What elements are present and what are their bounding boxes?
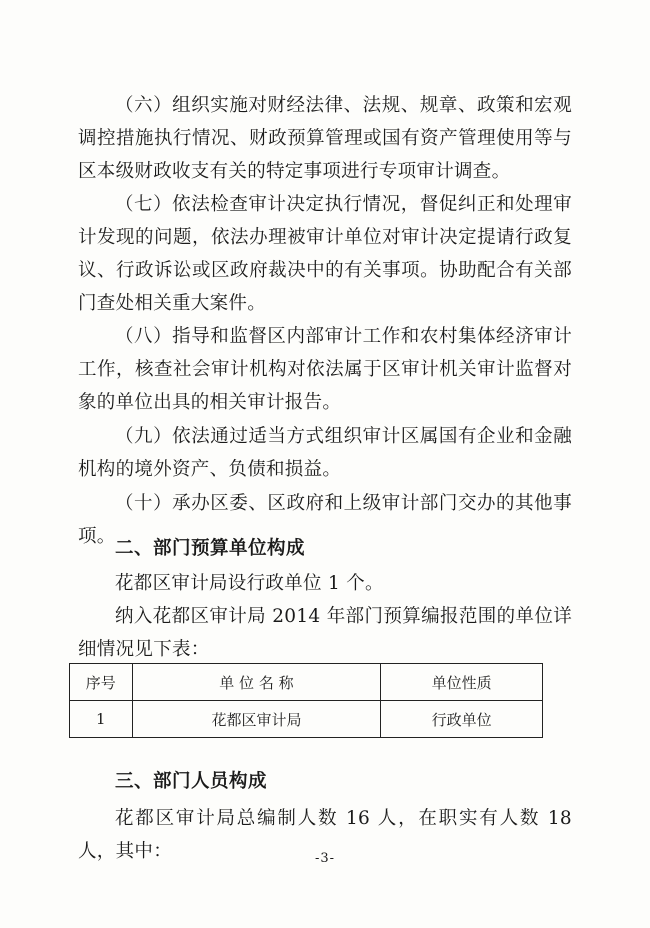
section-heading-staff: 三、部门人员构成 (115, 771, 268, 792)
table-cell: 行政单位 (381, 701, 543, 738)
page-number: -3- (314, 851, 336, 866)
paragraph-item-7: （七）依法检查审计决定执行情况，督促纠正和处理审计发现的问题，依法办理被审计单位对审计决定提请行政复议、行政诉讼或区政府裁决中的有关事项。协助配合有关部门查处相关重大案件。 (78, 194, 572, 314)
budget-units-count-text: 花都区审计局设行政单位 1 个。 (115, 573, 384, 594)
table-header-cell: 单 位 名 称 (132, 664, 381, 701)
table-row (70, 701, 543, 738)
table-header-row (70, 664, 543, 701)
paragraph-item-10: （十）承办区委、区政府和上级审计部门交办的其他事项。 (78, 493, 572, 547)
budget-units-table (69, 663, 543, 738)
table-cell: 1 (70, 701, 133, 738)
table-header-cell: 序号 (70, 664, 133, 701)
table-header-cell: 单位性质 (381, 664, 543, 701)
paragraph-item-8: （八）指导和监督区内部审计工作和农村集体经济审计工作，核查社会审计机构对依法属于区审计机关审计监督对象的单位出具的相关审计报告。 (78, 326, 572, 413)
staff-count-text: 花都区审计局总编制人数 16 人，在职实有人数 18 人，其中： (78, 808, 572, 862)
section-heading-budget-units: 二、部门预算单位构成 (115, 538, 306, 559)
budget-units-intro-text: 纳入花都区审计局 2014 年部门预算编报范围的单位详细情况见下表： (78, 606, 572, 660)
table-cell: 花都区审计局 (132, 701, 381, 738)
paragraph-item-9: （九）依法通过适当方式组织审计区属国有企业和金融机构的境外资产、负债和损益。 (78, 426, 572, 480)
paragraph-item-6: （六）组织实施对财经法律、法规、规章、政策和宏观调控措施执行情况、财政预算管理或国有资产管理使用等与区本级财政收支有关的特定事项进行专项审计调查。 (78, 95, 572, 182)
